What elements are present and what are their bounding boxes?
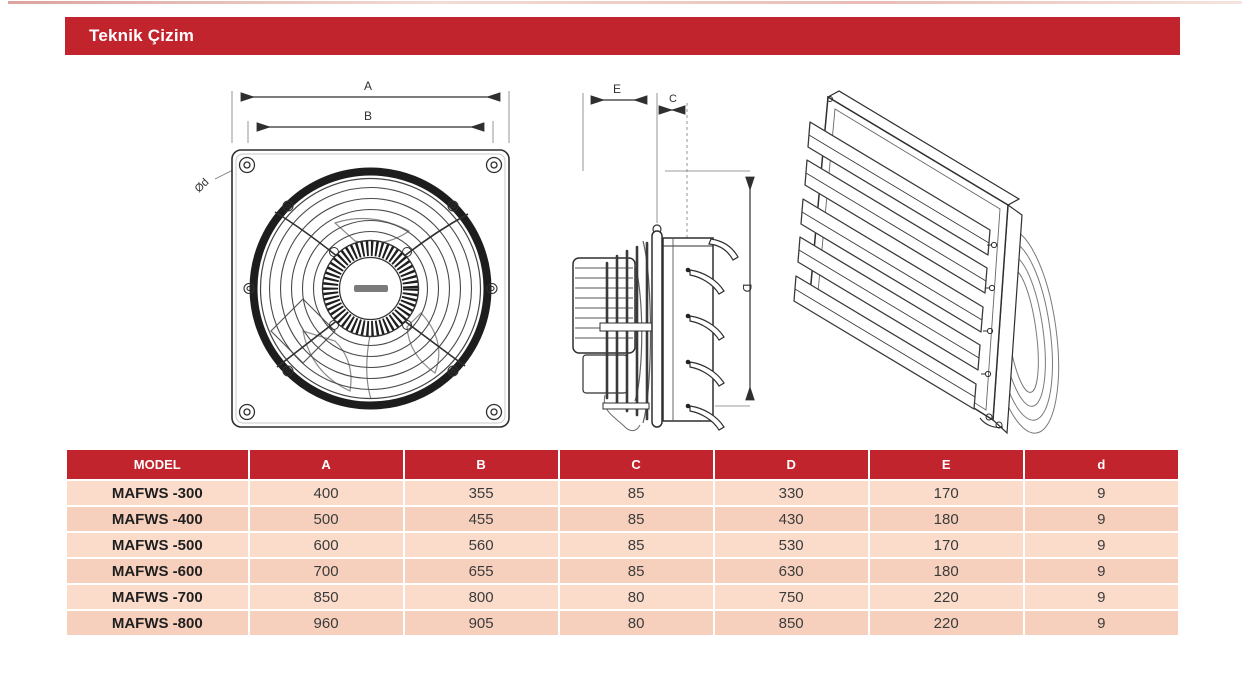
value-cell: 9 bbox=[1024, 532, 1179, 558]
table-row bbox=[66, 584, 1179, 610]
fan-hub bbox=[323, 241, 419, 337]
isometric-view-drawing bbox=[775, 73, 1065, 458]
value-cell: 500 bbox=[249, 506, 404, 532]
value-cell: 170 bbox=[869, 480, 1024, 506]
section-title: Teknik Çizim bbox=[89, 26, 195, 45]
header-model: MODEL bbox=[66, 449, 249, 480]
value-cell: 750 bbox=[714, 584, 869, 610]
side-view-drawing bbox=[545, 73, 770, 445]
value-cell: 9 bbox=[1024, 480, 1179, 506]
value-cell: 180 bbox=[869, 558, 1024, 584]
dim-label-e: E bbox=[612, 82, 622, 96]
top-accent-strip bbox=[8, 1, 1242, 4]
value-cell: 9 bbox=[1024, 610, 1179, 636]
value-cell: 355 bbox=[404, 480, 559, 506]
table-row bbox=[66, 532, 1179, 558]
front-view-drawing bbox=[185, 73, 530, 445]
header-d-small: d bbox=[1024, 449, 1179, 480]
header-b: B bbox=[404, 449, 559, 480]
model-cell: MAFWS -400 bbox=[66, 506, 249, 532]
dim-label-c: C bbox=[669, 93, 677, 105]
value-cell: 600 bbox=[249, 532, 404, 558]
value-cell: 850 bbox=[714, 610, 869, 636]
model-cell: MAFWS -500 bbox=[66, 532, 249, 558]
hub-logo bbox=[354, 285, 388, 292]
value-cell: 85 bbox=[559, 558, 714, 584]
value-cell: 630 bbox=[714, 558, 869, 584]
value-cell: 530 bbox=[714, 532, 869, 558]
value-cell: 9 bbox=[1024, 558, 1179, 584]
value-cell: 400 bbox=[249, 480, 404, 506]
value-cell: 80 bbox=[559, 584, 714, 610]
value-cell: 960 bbox=[249, 610, 404, 636]
value-cell: 800 bbox=[404, 584, 559, 610]
value-cell: 330 bbox=[714, 480, 869, 506]
value-cell: 9 bbox=[1024, 584, 1179, 610]
value-cell: 85 bbox=[559, 480, 714, 506]
model-cell: MAFWS -300 bbox=[66, 480, 249, 506]
plate-edge bbox=[652, 225, 662, 427]
technical-drawings bbox=[0, 60, 1242, 445]
value-cell: 850 bbox=[249, 584, 404, 610]
value-cell: 170 bbox=[869, 532, 1024, 558]
table-header-row bbox=[66, 449, 1179, 480]
value-cell: 180 bbox=[869, 506, 1024, 532]
value-cell: 560 bbox=[404, 532, 559, 558]
value-cell: 455 bbox=[404, 506, 559, 532]
value-cell: 85 bbox=[559, 506, 714, 532]
value-cell: 430 bbox=[714, 506, 869, 532]
dim-label-d: D bbox=[740, 283, 754, 293]
value-cell: 905 bbox=[404, 610, 559, 636]
table-row bbox=[66, 506, 1179, 532]
value-cell: 700 bbox=[249, 558, 404, 584]
model-cell: MAFWS -800 bbox=[66, 610, 249, 636]
table-row bbox=[66, 558, 1179, 584]
shutter-frame bbox=[663, 238, 738, 430]
header-d: D bbox=[714, 449, 869, 480]
value-cell: 85 bbox=[559, 532, 714, 558]
header-c: C bbox=[559, 449, 714, 480]
value-cell: 220 bbox=[869, 584, 1024, 610]
dim-label-od: Ød bbox=[192, 176, 212, 196]
value-cell: 9 bbox=[1024, 506, 1179, 532]
value-cell: 655 bbox=[404, 558, 559, 584]
model-cell: MAFWS -700 bbox=[66, 584, 249, 610]
value-cell: 220 bbox=[869, 610, 1024, 636]
table-row bbox=[66, 610, 1179, 636]
header-e: E bbox=[869, 449, 1024, 480]
dim-label-a: A bbox=[363, 79, 373, 93]
table-row bbox=[66, 480, 1179, 506]
dimensions-table bbox=[65, 448, 1180, 637]
section-title-bar bbox=[65, 17, 1180, 55]
model-cell: MAFWS -600 bbox=[66, 558, 249, 584]
value-cell: 80 bbox=[559, 610, 714, 636]
header-a: A bbox=[249, 449, 404, 480]
dim-label-b: B bbox=[363, 109, 373, 123]
junction-box bbox=[583, 355, 627, 393]
